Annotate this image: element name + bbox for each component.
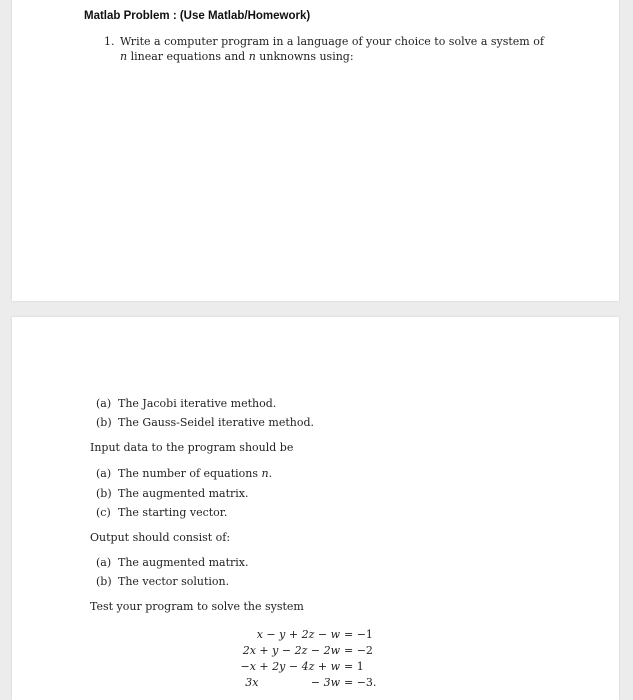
text-fragment: The number of equations xyxy=(118,467,262,480)
input-c-text: The starting vector. xyxy=(118,506,228,519)
output-heading: Output should consist of: xyxy=(90,531,231,544)
equation-2-rhs: = −2 xyxy=(344,644,373,657)
input-heading: Input data to the program should be xyxy=(90,441,294,454)
equation-1-lhs: x − y + 2z − w xyxy=(256,628,340,641)
output-a-marker: (a) xyxy=(96,556,112,569)
input-a-text xyxy=(118,467,272,481)
test-heading: Test your program to solve the system xyxy=(90,600,304,613)
method-b-text: The Gauss-Seidel iterative method. xyxy=(118,416,315,429)
equation-1-rhs: = −1 xyxy=(344,628,373,641)
item-1-line-1: Write a computer program in a language of your choice to solve a system of xyxy=(120,35,544,48)
text-fragment: linear equations and xyxy=(127,50,249,63)
input-b-marker: (b) xyxy=(96,487,112,500)
page-2 xyxy=(12,317,619,700)
method-a-text: The Jacobi iterative method. xyxy=(118,397,277,410)
item-1-number: 1. xyxy=(104,35,115,48)
var-n: n xyxy=(248,50,256,63)
page-1 xyxy=(12,0,619,301)
equation-4-lhs: 3x − 3w xyxy=(245,676,340,689)
output-a-text: The augmented matrix. xyxy=(118,556,249,569)
equation-4-rhs: = −3. xyxy=(344,676,377,689)
problem-heading: Matlab Problem : (Use Matlab/Homework) xyxy=(84,10,311,22)
output-b-text: The vector solution. xyxy=(118,575,230,588)
equation-2-lhs: 2x + y − 2z − 2w xyxy=(242,644,340,657)
text-fragment: unknowns using: xyxy=(255,50,354,63)
output-b-marker: (b) xyxy=(96,575,112,588)
input-a-marker: (a) xyxy=(96,467,112,480)
equation-3-rhs: = 1 xyxy=(344,660,364,673)
input-b-text: The augmented matrix. xyxy=(118,487,249,500)
input-c-marker: (c) xyxy=(96,506,111,519)
method-a-marker: (a) xyxy=(96,397,112,410)
var-n: n xyxy=(120,50,128,63)
method-b-marker: (b) xyxy=(96,416,112,429)
item-1-line-2 xyxy=(120,50,354,64)
equation-3-lhs: −x + 2y − 4z + w xyxy=(240,660,340,673)
text-fragment: . xyxy=(268,467,273,480)
var-n: n xyxy=(261,467,269,480)
